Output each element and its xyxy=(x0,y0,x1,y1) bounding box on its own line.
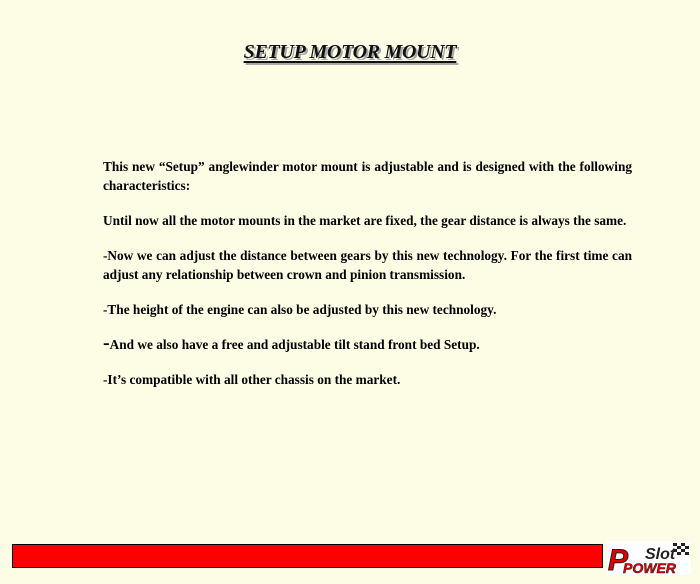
engine-height-paragraph: -The height of the engine can also be adjusted by this new technology. xyxy=(103,302,497,317)
gear-distance-paragraph: -Now we can adjust the distance between gears by this new technology. For the first time can adjust any relationship between crown and pinion transmission. xyxy=(103,248,632,282)
logo-slot-text: Slot xyxy=(645,546,676,563)
page-title: SETUP MOTOR MOUNT xyxy=(243,41,457,63)
logo-power-text: POWER xyxy=(623,560,676,575)
slot-power-logo-graphic xyxy=(607,541,691,575)
checkered-flag-icon xyxy=(673,543,689,555)
slot-power-logo xyxy=(607,541,691,575)
tilt-stand-paragraph xyxy=(103,332,632,354)
description-body xyxy=(103,157,632,405)
tilt-stand-text: And we also have a free and adjustable tilt stand front bed Setup. xyxy=(109,337,480,352)
compatibility-paragraph: -It’s compatible with all other chassis on the market. xyxy=(103,372,401,387)
intro-paragraph: This new “Setup” anglewinder motor mount is adjustable and is designed with the following characteristics: xyxy=(103,159,632,193)
logo-letter-p: P xyxy=(608,544,629,575)
bullet-dash: - xyxy=(103,332,110,354)
fixed-mounts-paragraph: Until now all the motor mounts in the market are fixed, the gear distance is always the same. xyxy=(103,213,627,228)
footer-bar xyxy=(12,544,603,568)
